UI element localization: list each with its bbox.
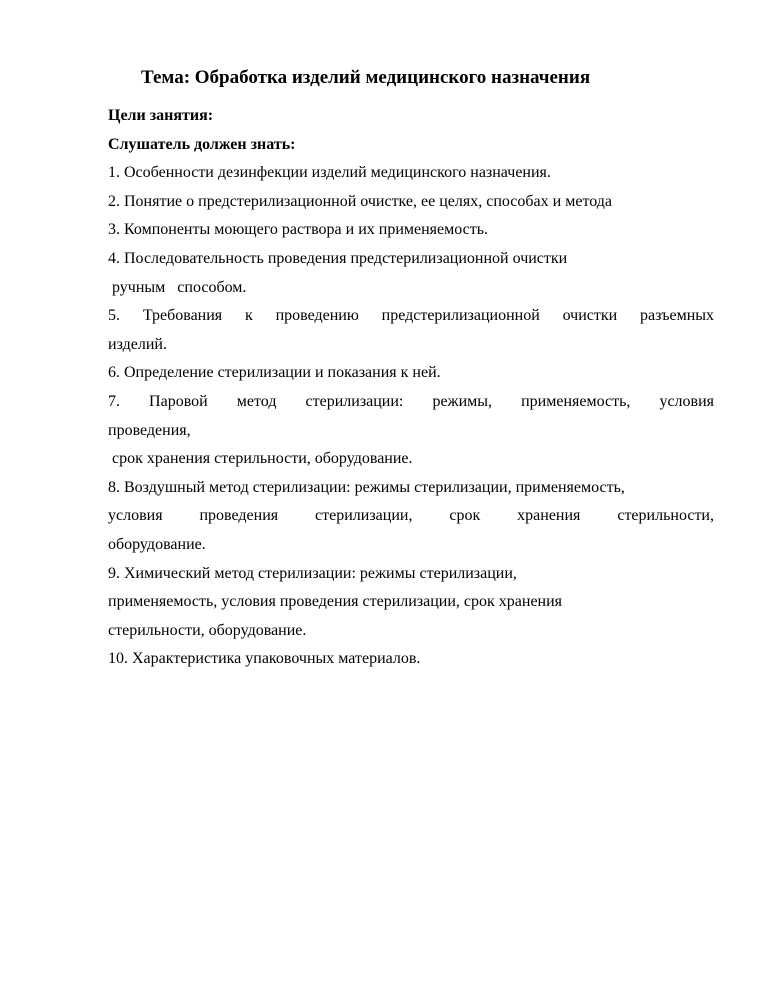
list-item-9-continuation-1: применяемость, условия проведения стерилизации, срок хранения [108,593,563,611]
list-item-5-continuation: изделий. [108,335,167,353]
list-item-7-continuation-2: срок хранения стерильности, оборудование. [112,450,413,468]
list-item-10: 10. Характеристика упаковочных материалов. [108,650,421,668]
list-item-8-continuation-1: условия проведения стерилизации, срок хранения стерильности, [108,507,714,525]
list-item-2: 2. Понятие о предстерилизационной очистке, ее целях, способах и метода [108,192,612,210]
know-heading: Слушатель должен знать: [108,135,296,153]
document-page [108,60,714,674]
list-item-6: 6. Определение стерилизации и показания к ней. [108,364,441,382]
list-item-5: 5. Требования к проведению предстерилизационной очистки разъемных [108,307,714,325]
list-item-9-continuation-2: стерильности, оборудование. [108,621,307,639]
list-item-9: 9. Химический метод стерилизации: режимы стерилизации, [108,564,517,582]
list-item-4: 4. Последовательность проведения предстерилизационной очистки [108,249,568,267]
list-item-3: 3. Компоненты моющего раствора и их применяемость. [108,221,489,239]
goals-heading: Цели занятия: [108,107,214,124]
list-item-1: 1. Особенности дезинфекции изделий медицинского назначения. [108,164,551,182]
document-title: Тема: Обработка изделий медицинского назначения [141,67,591,88]
list-item-7: 7. Паровой метод стерилизации: режимы, применяемость, условия [108,392,714,410]
list-item-8-continuation-2: оборудование. [108,535,206,553]
list-item-7-continuation-1: проведения, [108,421,191,439]
list-item-8: 8. Воздушный метод стерилизации: режимы стерилизации, применяемость, [108,478,625,496]
list-item-4-continuation: ручным способом. [112,278,247,296]
